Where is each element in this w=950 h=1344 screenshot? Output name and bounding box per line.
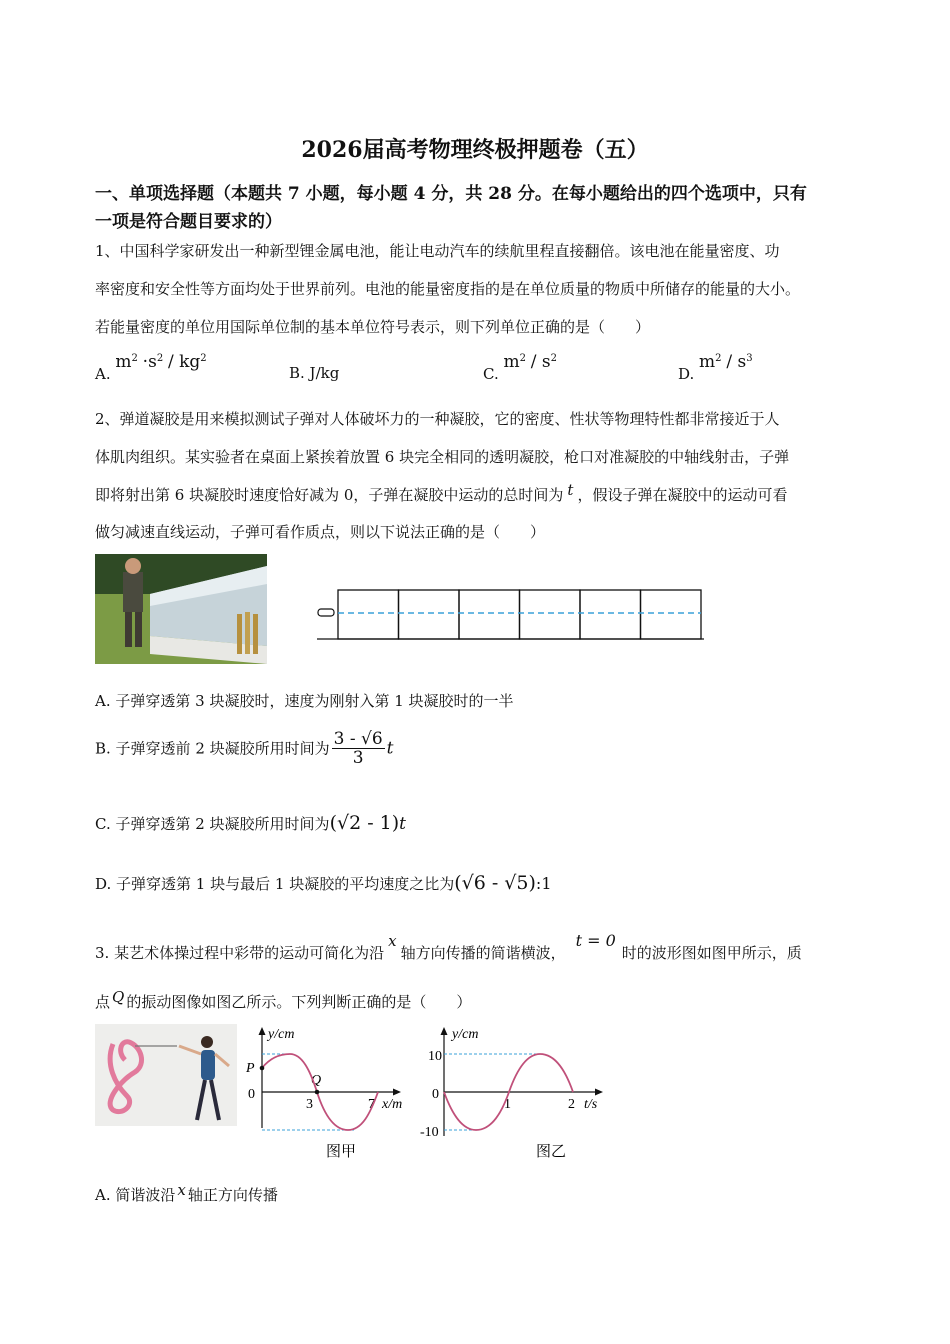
figure-jia-caption: 图甲 — [326, 1144, 357, 1160]
q1-line3: 若能量密度的单位用国际单位制的基本单位符号表示，则下列单位正确的是（ ） — [95, 318, 651, 336]
vibration-figure-yi — [418, 1024, 613, 1164]
q2-line2: 体肌肉组织。某实验者在桌面上紧挨着放置 6 块完全相同的透明凝胶，枪口对准凝胶的中轴线射击，子弹 — [95, 448, 790, 466]
q2-line1: 2、弹道凝胶是用来模拟测试子弹对人体破坏力的一种凝胶，它的密度、性状等物理特性都非常接近于人 — [95, 410, 780, 428]
gel-block — [459, 590, 520, 639]
point-q — [315, 1090, 320, 1095]
origin-label: 0 — [432, 1087, 439, 1102]
point-q-label: Q — [311, 1073, 322, 1088]
q3-line2: 点 Q 的振动图像如图乙所示。下列判断正确的是（ ） — [95, 988, 472, 1011]
wave-figure-jia — [238, 1024, 418, 1164]
q3-line1: 3. 某艺术体操过程中彩带的运动可简化为沿x轴方向传播的简谐横波，t = 0时的波形图如图甲所示，质 — [95, 931, 802, 962]
q2-option-a: A. 子弹穿透第 3 块凝胶时，速度为刚射入第 1 块凝胶时的一半 — [95, 692, 514, 710]
x-axis-label: x/m — [382, 1097, 403, 1112]
point-p-label: P — [246, 1061, 255, 1076]
q1-line2: 率密度和安全性等方面均处于世界前列。电池的能量密度指的是在单位质量的物质中所储存的能量的大小。 — [95, 280, 801, 298]
page-title: 2026届高考物理终极押题卷（五） — [301, 137, 649, 163]
section-heading-line2: 一项是符合题目要求的） — [95, 212, 282, 232]
q1-option-c: C. $m^2 / s^2$ — [483, 352, 558, 383]
y-axis-label: y/cm — [452, 1027, 479, 1042]
gel-block — [520, 590, 581, 639]
q1-option-d: D. $m^2 / s^3$ — [678, 352, 753, 383]
figure-yi-caption: 图乙 — [536, 1144, 567, 1160]
tick-1: 1 — [504, 1097, 511, 1112]
q1-line1: 1、中国科学家研发出一种新型锂金属电池，能让电动汽车的续航里程直接翻倍。该电池在能量密度、功 — [95, 242, 780, 260]
q3-option-a: A. 简谐波沿 x 轴正方向传播 — [95, 1181, 278, 1204]
gel-block — [399, 590, 460, 639]
y-axis-label: y/cm — [268, 1027, 295, 1042]
section-heading-line1: 一、单项选择题（本题共 7 小题，每小题 4 分，共 28 分。在每小题给出的四个选项中，只有 — [95, 184, 807, 204]
gel-block — [580, 590, 641, 639]
section-heading — [95, 180, 885, 236]
point-p — [260, 1066, 265, 1071]
q1-option-a: A. $m^2 \cdot s^2 / kg^2$ — [95, 352, 207, 383]
gel-block — [338, 590, 399, 639]
gymnast-ribbon-photo — [95, 1024, 237, 1126]
gel-blocks-diagram — [312, 582, 712, 642]
q2-line4: 做匀减速直线运动，子弹可看作质点，则以下说法正确的是（ ） — [95, 523, 546, 541]
tick-3: 3 — [306, 1097, 313, 1112]
ballistic-gel-photo — [95, 554, 267, 664]
gel-blocks — [338, 590, 701, 639]
tick-7: 7 — [368, 1097, 375, 1112]
q1-option-b: B. J/kg — [289, 364, 340, 382]
bullet — [318, 609, 334, 616]
q2-option-c: C. 子弹穿透第 2 块凝胶所用时间为(√2 - 1)t — [95, 812, 407, 834]
tick-2: 2 — [568, 1097, 575, 1112]
origin-label: 0 — [248, 1087, 255, 1102]
gel-block — [641, 590, 702, 639]
q2-option-d: D. 子弹穿透第 1 块与最后 1 块凝胶的平均速度之比为(√6 - √5):1 — [95, 872, 552, 894]
q2-option-b: B. 子弹穿透前 2 块凝胶所用时间为 $\frac{3 - √6}{3}$ t — [95, 729, 394, 768]
q2-line3: 即将射出第 6 块凝胶时速度恰好减为 0，子弹在凝胶中运动的总时间为 t ，假设子弹在凝胶中的运动可看 — [95, 481, 788, 504]
tick-minus-10: -10 — [420, 1125, 439, 1140]
t-axis-label: t/s — [584, 1097, 598, 1112]
tick-10: 10 — [428, 1049, 442, 1064]
